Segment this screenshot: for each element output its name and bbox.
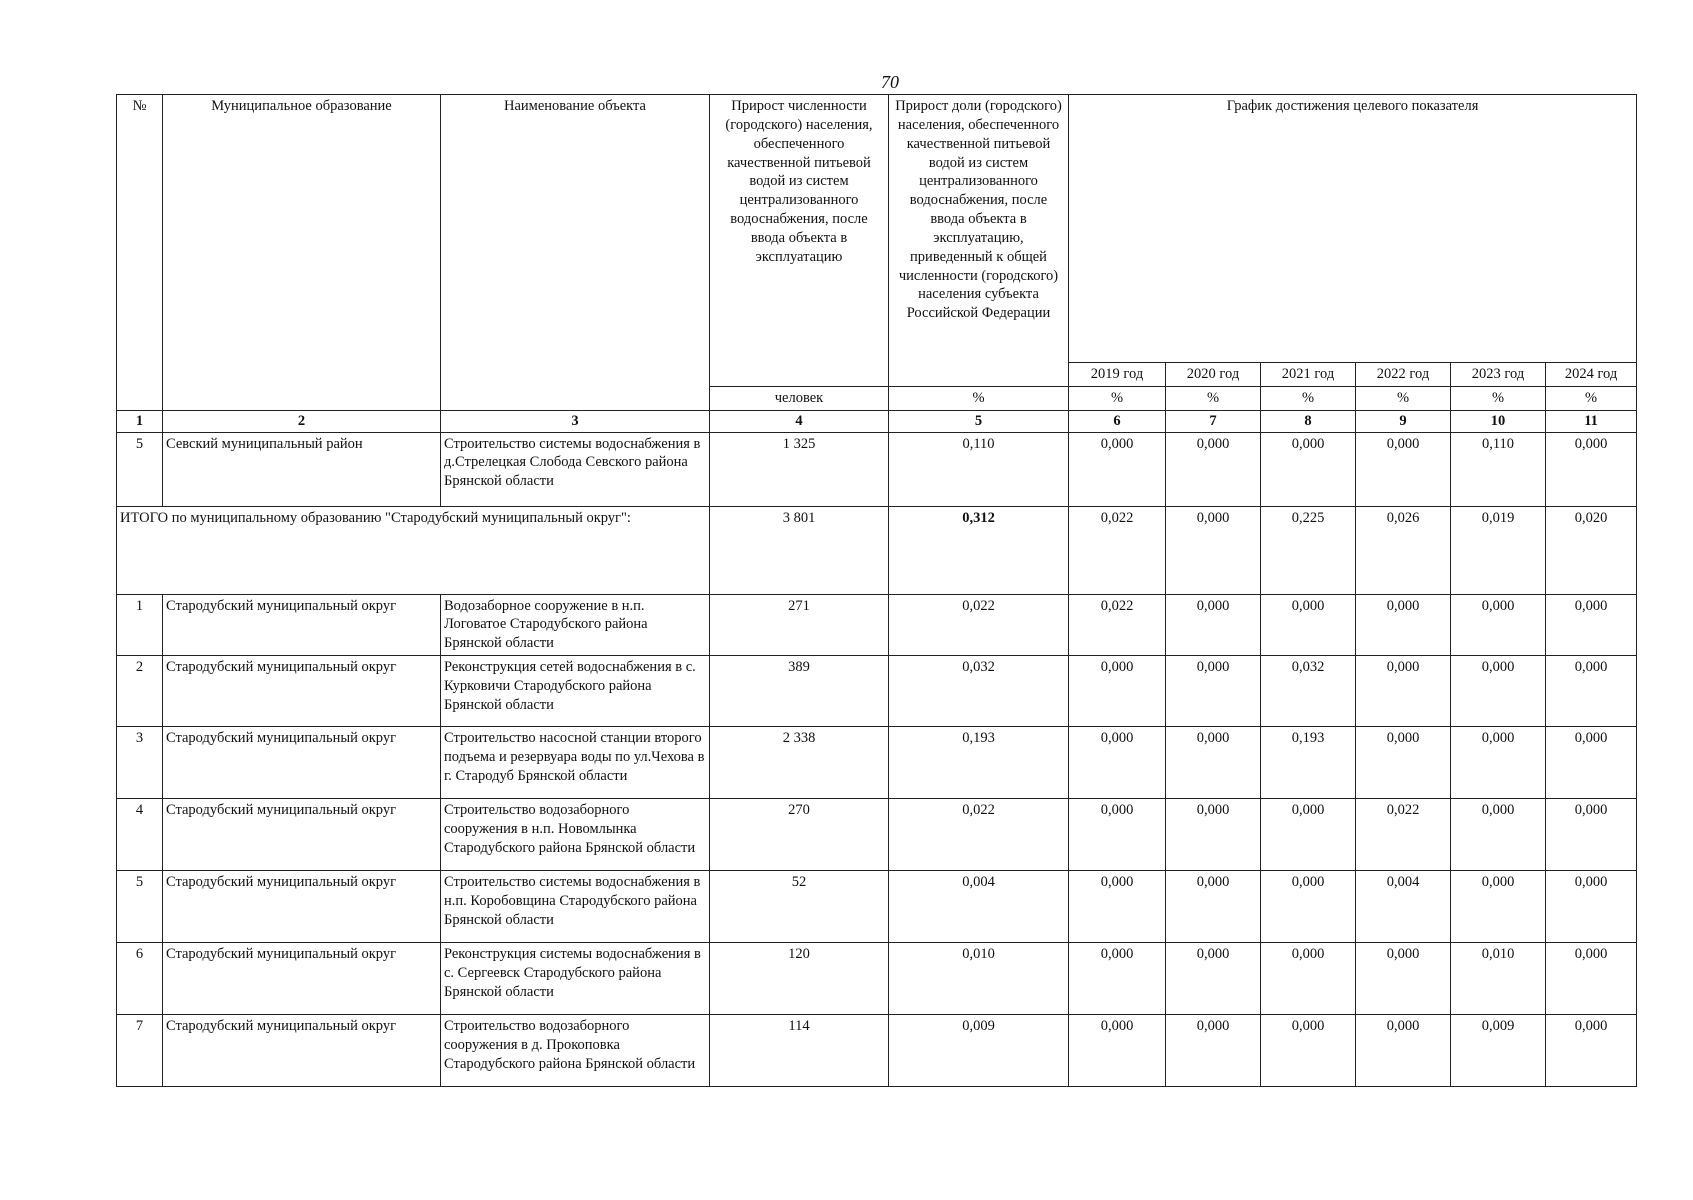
header-year: 2020 год bbox=[1166, 363, 1261, 387]
row-object: Реконструкция сетей водоснабжения в с. Курковичи Стародубского района Брянской области bbox=[441, 656, 710, 727]
row-2021: 0,193 bbox=[1261, 727, 1356, 799]
row-no: 7 bbox=[117, 1015, 163, 1087]
row-object: Строительство насосной станции второго подъема и резервуара воды по ул.Чехова в г. Стародуб Брянской области bbox=[441, 727, 710, 799]
unit-percent: % bbox=[1261, 386, 1356, 410]
row-population: 2 338 bbox=[710, 727, 889, 799]
table-row bbox=[117, 871, 1637, 943]
row-2020: 0,000 bbox=[1166, 727, 1261, 799]
header-year: 2021 год bbox=[1261, 363, 1356, 387]
row-object: Строительство системы водоснабжения в н.п. Коробовщина Стародубского района Брянской области bbox=[441, 871, 710, 943]
row-2022: 0,000 bbox=[1356, 656, 1451, 727]
row-municipality: Стародубский муниципальный округ bbox=[163, 1015, 441, 1087]
column-number: 8 bbox=[1261, 410, 1356, 432]
total-2022: 0,026 bbox=[1356, 506, 1451, 594]
header-year: 2019 год bbox=[1069, 363, 1166, 387]
table-row bbox=[117, 943, 1637, 1015]
total-2023: 0,019 bbox=[1451, 506, 1546, 594]
row-2022: 0,000 bbox=[1356, 1015, 1451, 1087]
row-2020: 0,000 bbox=[1166, 871, 1261, 943]
row-municipality: Стародубский муниципальный округ bbox=[163, 727, 441, 799]
row-population: 389 bbox=[710, 656, 889, 727]
row-2021: 0,000 bbox=[1261, 432, 1356, 506]
row-2023: 0,000 bbox=[1451, 871, 1546, 943]
column-number: 1 bbox=[117, 410, 163, 432]
row-2021: 0,032 bbox=[1261, 656, 1356, 727]
row-municipality: Стародубский муниципальный округ bbox=[163, 594, 441, 656]
table-row bbox=[117, 594, 1637, 656]
row-object: Строительство водозаборного сооружения в д. Прокоповка Стародубского района Брянской области bbox=[441, 1015, 710, 1087]
column-number: 9 bbox=[1356, 410, 1451, 432]
unit-percent: % bbox=[1451, 386, 1546, 410]
column-number: 3 bbox=[441, 410, 710, 432]
row-2023: 0,000 bbox=[1451, 727, 1546, 799]
row-municipality: Севский муниципальный район bbox=[163, 432, 441, 506]
column-number-row bbox=[117, 410, 1637, 432]
row-population: 120 bbox=[710, 943, 889, 1015]
row-no: 2 bbox=[117, 656, 163, 727]
row-no: 6 bbox=[117, 943, 163, 1015]
row-share: 0,004 bbox=[889, 871, 1069, 943]
row-share: 0,022 bbox=[889, 799, 1069, 871]
total-2024: 0,020 bbox=[1546, 506, 1637, 594]
row-2019: 0,000 bbox=[1069, 799, 1166, 871]
row-2019: 0,000 bbox=[1069, 727, 1166, 799]
row-population: 270 bbox=[710, 799, 889, 871]
total-label: ИТОГО по муниципальному образованию "Стародубский муниципальный округ": bbox=[117, 506, 710, 594]
row-no: 5 bbox=[117, 432, 163, 506]
row-2023: 0,110 bbox=[1451, 432, 1546, 506]
row-2024: 0,000 bbox=[1546, 943, 1637, 1015]
header-population-growth: Прирост численности (городского) населения, обеспеченного качественной питьевой водой из систем централизованного водоснабжения, после ввода объекта в эксплуатацию bbox=[710, 95, 889, 387]
row-2022: 0,000 bbox=[1356, 432, 1451, 506]
row-2021: 0,000 bbox=[1261, 594, 1356, 656]
column-number: 6 bbox=[1069, 410, 1166, 432]
row-municipality: Стародубский муниципальный округ bbox=[163, 871, 441, 943]
row-object: Водозаборное сооружение в н.п. Логоватое Стародубского района Брянской области bbox=[441, 594, 710, 656]
row-share: 0,110 bbox=[889, 432, 1069, 506]
row-2022: 0,000 bbox=[1356, 594, 1451, 656]
row-2020: 0,000 bbox=[1166, 594, 1261, 656]
row-2024: 0,000 bbox=[1546, 432, 1637, 506]
row-2019: 0,000 bbox=[1069, 943, 1166, 1015]
row-no: 1 bbox=[117, 594, 163, 656]
row-municipality: Стародубский муниципальный округ bbox=[163, 943, 441, 1015]
row-2020: 0,000 bbox=[1166, 1015, 1261, 1087]
page-number: 70 bbox=[881, 72, 899, 92]
total-share: 0,312 bbox=[889, 506, 1069, 594]
total-population: 3 801 bbox=[710, 506, 889, 594]
row-2023: 0,000 bbox=[1451, 656, 1546, 727]
row-share: 0,193 bbox=[889, 727, 1069, 799]
row-2022: 0,000 bbox=[1356, 727, 1451, 799]
row-2022: 0,004 bbox=[1356, 871, 1451, 943]
row-no: 3 bbox=[117, 727, 163, 799]
row-2022: 0,022 bbox=[1356, 799, 1451, 871]
row-2020: 0,000 bbox=[1166, 656, 1261, 727]
row-2024: 0,000 bbox=[1546, 799, 1637, 871]
row-2024: 0,000 bbox=[1546, 1015, 1637, 1087]
row-share: 0,009 bbox=[889, 1015, 1069, 1087]
row-2023: 0,000 bbox=[1451, 799, 1546, 871]
row-2021: 0,000 bbox=[1261, 871, 1356, 943]
header-year: 2023 год bbox=[1451, 363, 1546, 387]
column-number: 2 bbox=[163, 410, 441, 432]
row-2019: 0,000 bbox=[1069, 432, 1166, 506]
row-2022: 0,000 bbox=[1356, 943, 1451, 1015]
row-2021: 0,000 bbox=[1261, 943, 1356, 1015]
row-2019: 0,022 bbox=[1069, 594, 1166, 656]
row-2020: 0,000 bbox=[1166, 943, 1261, 1015]
row-share: 0,010 bbox=[889, 943, 1069, 1015]
row-share: 0,022 bbox=[889, 594, 1069, 656]
header-object-name: Наименование объекта bbox=[441, 95, 710, 411]
row-object: Строительство системы водоснабжения в д.Стрелецкая Слобода Севского района Брянской области bbox=[441, 432, 710, 506]
unit-percent: % bbox=[1069, 386, 1166, 410]
row-2024: 0,000 bbox=[1546, 656, 1637, 727]
total-2021: 0,225 bbox=[1261, 506, 1356, 594]
row-no: 4 bbox=[117, 799, 163, 871]
row-2020: 0,000 bbox=[1166, 799, 1261, 871]
row-2021: 0,000 bbox=[1261, 1015, 1356, 1087]
row-object: Реконструкция системы водоснабжения в с. Сергеевск Стародубского района Брянской области bbox=[441, 943, 710, 1015]
row-no: 5 bbox=[117, 871, 163, 943]
unit-percent: % bbox=[1166, 386, 1261, 410]
row-share: 0,032 bbox=[889, 656, 1069, 727]
row-population: 1 325 bbox=[710, 432, 889, 506]
unit-percent: % bbox=[1356, 386, 1451, 410]
row-2020: 0,000 bbox=[1166, 432, 1261, 506]
row-population: 114 bbox=[710, 1015, 889, 1087]
header-year: 2024 год bbox=[1546, 363, 1637, 387]
row-population: 271 bbox=[710, 594, 889, 656]
total-2020: 0,000 bbox=[1166, 506, 1261, 594]
table-row bbox=[117, 799, 1637, 871]
row-2023: 0,000 bbox=[1451, 594, 1546, 656]
row-2024: 0,000 bbox=[1546, 871, 1637, 943]
unit-percent: % bbox=[889, 386, 1069, 410]
column-number: 10 bbox=[1451, 410, 1546, 432]
row-2023: 0,009 bbox=[1451, 1015, 1546, 1087]
row-2019: 0,000 bbox=[1069, 871, 1166, 943]
row-2024: 0,000 bbox=[1546, 727, 1637, 799]
row-2021: 0,000 bbox=[1261, 799, 1356, 871]
total-2019: 0,022 bbox=[1069, 506, 1166, 594]
row-object: Строительство водозаборного сооружения в н.п. Новомлынка Стародубского района Брянской области bbox=[441, 799, 710, 871]
row-municipality: Стародубский муниципальный округ bbox=[163, 656, 441, 727]
target-indicator-table bbox=[116, 94, 1637, 1087]
row-population: 52 bbox=[710, 871, 889, 943]
header-municipality: Муниципальное образование bbox=[163, 95, 441, 411]
total-row bbox=[117, 506, 1637, 594]
column-number: 5 bbox=[889, 410, 1069, 432]
table-row bbox=[117, 432, 1637, 506]
header-year: 2022 год bbox=[1356, 363, 1451, 387]
table-row bbox=[117, 656, 1637, 727]
row-2024: 0,000 bbox=[1546, 594, 1637, 656]
unit-percent: % bbox=[1546, 386, 1637, 410]
row-2019: 0,000 bbox=[1069, 656, 1166, 727]
table-row bbox=[117, 1015, 1637, 1087]
row-2019: 0,000 bbox=[1069, 1015, 1166, 1087]
unit-population: человек bbox=[710, 386, 889, 410]
row-municipality: Стародубский муниципальный округ bbox=[163, 799, 441, 871]
column-number: 7 bbox=[1166, 410, 1261, 432]
header-share-growth: Прирост доли (городского) населения, обеспеченного качественной питьевой водой из систем централизованного водоснабжения, после ввода объекта в эксплуатацию, приведенный к общей численности (городского) населения субъекта Российской Федерации bbox=[889, 95, 1069, 387]
header-no: № bbox=[117, 95, 163, 411]
row-2023: 0,010 bbox=[1451, 943, 1546, 1015]
column-number: 11 bbox=[1546, 410, 1637, 432]
header-schedule: График достижения целевого показателя bbox=[1069, 95, 1637, 363]
table-row bbox=[117, 727, 1637, 799]
column-number: 4 bbox=[710, 410, 889, 432]
